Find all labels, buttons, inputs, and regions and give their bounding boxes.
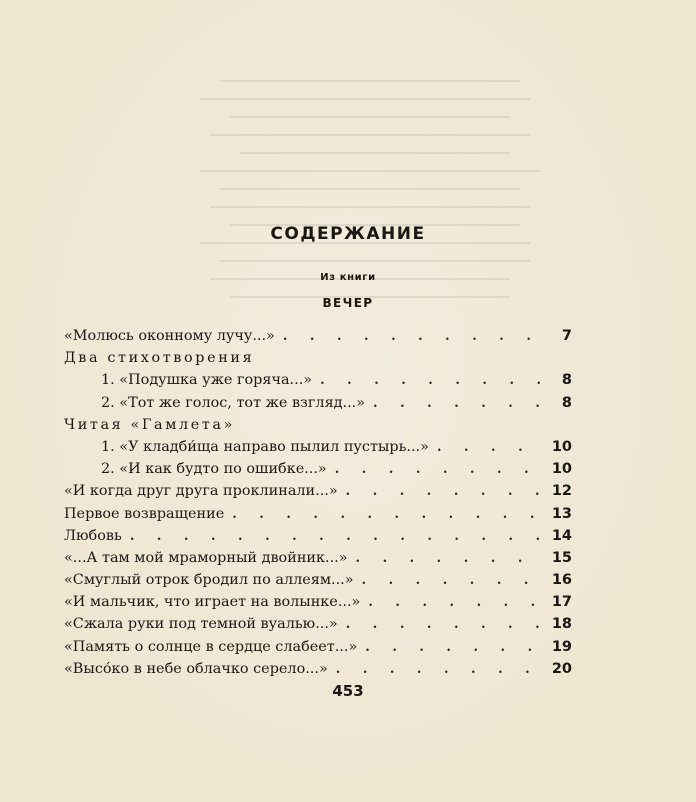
toc-entry-page: 7 [561, 328, 572, 344]
toc-entry-title: «...А там мой мраморный двойник...» [64, 549, 348, 566]
toc-entry [64, 436, 572, 458]
toc-entry-page: 10 [551, 461, 572, 478]
toc-entry [64, 480, 572, 502]
toc-entry [64, 503, 572, 525]
dot-leader [336, 659, 546, 681]
toc-entry-page: 16 [551, 572, 572, 589]
toc-entry [64, 369, 572, 391]
book-subheading: Из книги [320, 272, 376, 283]
toc-entry-title: 1. «Подушка уже горяча...» [101, 372, 313, 389]
dot-leader [232, 504, 546, 526]
toc-group-title [64, 347, 572, 369]
toc-entry-title: Первое возвращение [64, 505, 225, 522]
toc-entry-title: «Сжала руки под темной вуалью...» [64, 616, 338, 633]
toc-entry-title: «Память о солнце в сердце слабеет...» [64, 638, 358, 655]
toc-entry-title: 2. «И как будто по ошибке...» [101, 461, 327, 478]
toc-entry-page: 19 [551, 638, 572, 655]
toc-entry-title: 1. «У кладби́ща направо пылил пустырь...» [101, 438, 429, 455]
dot-leader [365, 637, 546, 659]
toc-entry-title: Любовь [64, 527, 122, 544]
toc-group-title [64, 414, 572, 436]
dot-leader [320, 370, 546, 392]
section-title: ВЕЧЕР [322, 296, 374, 310]
toc-entry [64, 636, 572, 658]
dot-leader [130, 526, 546, 548]
toc-entry-page: 8 [561, 372, 572, 389]
dot-leader [368, 592, 545, 614]
toc-entry [64, 591, 572, 613]
page-number: 453 [332, 682, 364, 700]
toc-entry [64, 547, 572, 569]
toc-entry-title: «И когда друг друга проклинали...» [64, 483, 338, 500]
dot-leader [346, 481, 546, 503]
toc-entry [64, 569, 572, 591]
toc-entry-title: «Высо́ко в небе облачко серело...» [64, 660, 328, 677]
toc-entry-title: «И мальчик, что играет на волынке...» [64, 594, 361, 611]
toc-entry-title: Два стихотворения [64, 350, 255, 367]
toc-entry-title: «Смуглый отрок бродил по аллеям...» [64, 572, 354, 589]
dot-leader [373, 393, 546, 415]
table-of-contents [64, 325, 572, 680]
contents-heading: СОДЕРЖАНИЕ [270, 224, 426, 244]
toc-entry-page: 10 [551, 438, 572, 455]
toc-entry-page: 18 [551, 616, 572, 633]
toc-entry [64, 613, 572, 635]
toc-entry-page: 17 [551, 594, 572, 611]
dot-leader [335, 459, 546, 481]
toc-entry [64, 392, 572, 414]
toc-entry [64, 325, 572, 347]
toc-entry-title: Читая «Гамлета» [64, 416, 236, 433]
dot-leader [356, 548, 546, 570]
dot-leader [283, 326, 546, 348]
toc-entry-page: 8 [561, 394, 572, 411]
toc-entry [64, 458, 572, 480]
dot-leader [437, 437, 546, 459]
dot-leader [362, 570, 546, 592]
toc-entry-page: 12 [551, 483, 572, 500]
toc-entry-page: 20 [551, 660, 572, 677]
toc-entry-page: 13 [551, 505, 572, 522]
toc-entry-title: 2. «Тот же голос, тот же взгляд...» [101, 394, 366, 411]
dot-leader [346, 614, 546, 636]
toc-entry-page: 15 [551, 549, 572, 566]
toc-entry-page: 14 [551, 527, 572, 544]
toc-entry-title: «Молюсь оконному лучу...» [64, 328, 275, 344]
toc-entry [64, 658, 572, 680]
toc-entry [64, 525, 572, 547]
